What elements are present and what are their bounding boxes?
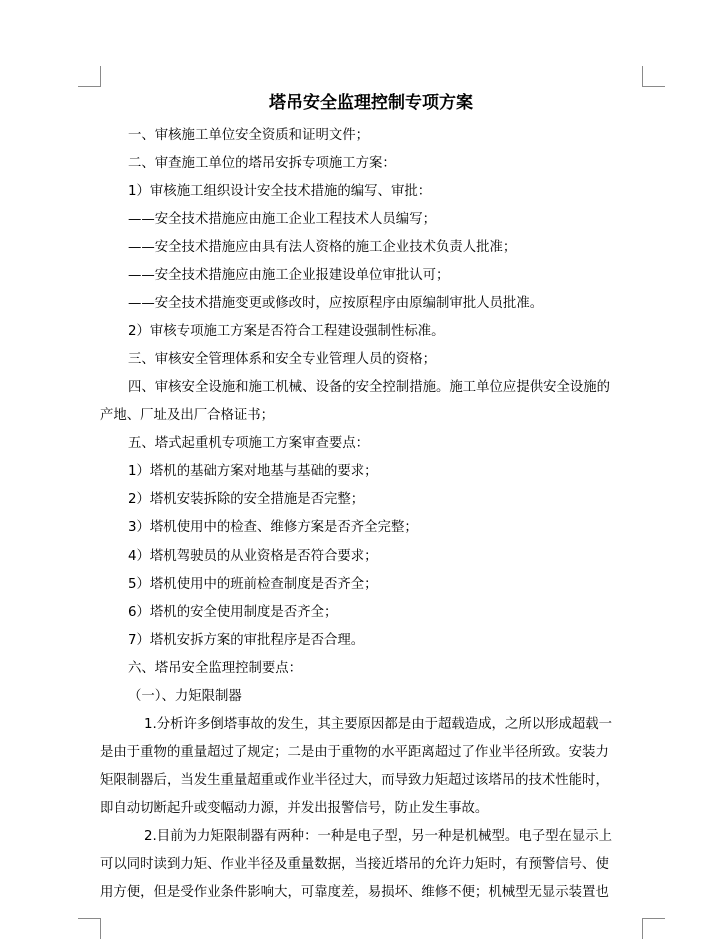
paragraph-line: 1）审核施工组织设计安全技术措施的编写、审批： — [128, 184, 432, 199]
crop-mark-bottom-right — [642, 918, 665, 939]
paragraph-line: 6）塔机的安全使用制度是否齐全； — [128, 605, 338, 620]
paragraph-line: 用方便，但是受作业条件影响大，可靠度差，易损坏、维修不便；机械型无显示装置也 — [100, 885, 609, 900]
paragraph-line: 一、审核施工单位安全资质和证明文件； — [128, 128, 370, 143]
paragraph-line: 是由于重物的重量超过了规定；二是由于重物的水平距离超过了作业半径所致。安装力 — [100, 745, 609, 760]
paragraph-line: ——安全技术措施应由施工企业报建设单位审批认可； — [128, 268, 450, 283]
paragraph-line: 六、塔吊安全监理控制要点： — [128, 661, 303, 676]
paragraph-line: 可以同时读到力矩、作业半径及重量数据，当接近塔吊的允许力矩时，有预警信号、使 — [100, 857, 609, 872]
paragraph-line: 1）塔机的基础方案对地基与基础的要求； — [128, 464, 378, 479]
paragraph-line: 3）塔机使用中的检查、维修方案是否齐全完整； — [128, 520, 418, 535]
paragraph-line: 2）塔机安装拆除的安全措施是否完整； — [128, 492, 365, 507]
paragraph-line: 1.分析许多倒塔事故的发生，其主要原因都是由于超载造成，之所以形成超载一 — [144, 717, 613, 732]
paragraph-line: ——安全技术措施应由施工企业工程技术人员编写； — [128, 212, 436, 227]
paragraph-line: 2.目前为力矩限制器有两种：一种是电子型，另一种是机械型。电子型在显示上 — [144, 829, 613, 844]
paragraph-line: 2）审核专项施工方案是否符合工程建设强制性标准。 — [128, 324, 445, 339]
paragraph-line: 产地、厂址及出厂合格证书； — [100, 408, 275, 423]
paragraph-line: 7）塔机安拆方案的审批程序是否合理。 — [128, 633, 365, 648]
paragraph-line: 三、审核安全管理体系和安全专业管理人员的资格； — [128, 352, 436, 367]
paragraph-line: 四、审核安全设施和施工机械、设备的安全控制措施。施工单位应提供安全设施的 — [128, 380, 611, 395]
paragraph-line: 二、审查施工单位的塔吊安拆专项施工方案： — [128, 156, 396, 171]
paragraph-line: 即自动切断起升或变幅动力源，并发出报警信号，防止发生事故。 — [100, 801, 489, 816]
paragraph-line: （一）、力矩限制器 — [128, 689, 242, 704]
paragraph-line: 4）塔机驾驶员的从业资格是否符合要求； — [128, 549, 378, 564]
paragraph-line: 五、塔式起重机专项施工方案审查要点： — [128, 436, 370, 451]
paragraph-line: 矩限制器后，当发生重量超重或作业半径过大，而导致力矩超过该塔吊的技术性能时， — [100, 773, 609, 788]
crop-mark-top-left — [78, 66, 101, 87]
paragraph-line: ——安全技术措施应由具有法人资格的施工企业技术负责人批准； — [128, 240, 517, 255]
document-title: 塔吊安全监理控制专项方案 — [269, 93, 473, 113]
paragraph-line: 5）塔机使用中的班前检查制度是否齐全； — [128, 577, 378, 592]
crop-mark-bottom-left — [78, 918, 101, 939]
crop-mark-top-right — [642, 66, 665, 87]
paragraph-line: ——安全技术措施变更或修改时，应按原程序由原编制审批人员批准。 — [128, 296, 544, 311]
